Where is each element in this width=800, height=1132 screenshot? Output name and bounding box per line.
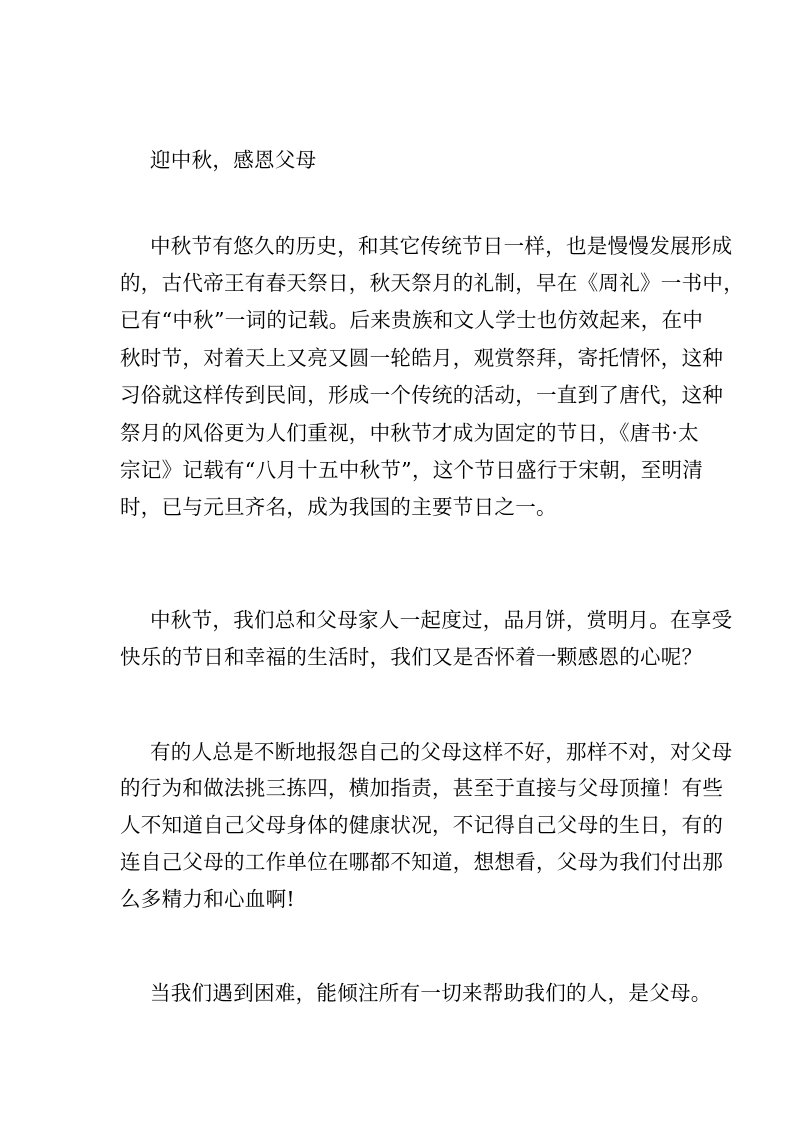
paragraph-1-line-3: 已有“中秋”一词的记载。后来贵族和文人学士也仿效起来，在中: [120, 308, 704, 332]
paragraph-1-line-4: 秋时节，对着天上又亮又圆一轮皓月，观赏祭拜，寄托情怀，这种: [120, 346, 724, 370]
document-title: 迎中秋，感恩父母: [150, 148, 317, 172]
paragraph-2-line-1: 中秋节，我们总和父母家人一起度过，品月饼，赏明月。在享受: [150, 608, 733, 632]
paragraph-2-line-2: 快乐的节日和幸福的生活时，我们又是否怀着一颗感恩的心呢？: [120, 645, 703, 669]
paragraph-1-line-8: 时，已与元旦齐名，成为我国的主要节日之一。: [120, 495, 557, 519]
paragraph-1-line-7: 宗记》记载有“八月十五中秋节”，这个节日盛行于宋朝，至明清: [120, 458, 704, 482]
paragraph-3-line-1: 有的人总是不断地报怨自己的父母这样不好，那样不对，对父母: [150, 740, 733, 764]
paragraph-3-line-3: 人不知道自己父母身体的健康状况，不记得自己父母的生日，有的: [120, 813, 724, 837]
paragraph-3-line-5: 么多精力和心血啊!: [120, 887, 295, 911]
paragraph-3-line-2: 的行为和做法挑三拣四，横加指责，甚至于直接与父母顶撞！有些: [120, 776, 724, 800]
paragraph-4-line-1: 当我们遇到困难，能倾注所有一切来帮助我们的人，是父母。: [150, 981, 712, 1005]
paragraph-3-line-4: 连自己父母的工作单位在哪都不知道，想想看，父母为我们付出那: [120, 850, 724, 874]
paragraph-1-line-1: 中秋节有悠久的历史，和其它传统节日一样，也是慢慢发展形成: [150, 234, 733, 258]
paragraph-1-line-2: 的，古代帝王有春天祭日，秋天祭月的礼制，早在《周礼》一书中，: [120, 271, 744, 295]
paragraph-1-line-6: 祭月的风俗更为人们重视，中秋节才成为固定的节日，《唐书·太: [120, 421, 699, 445]
paragraph-1-line-5: 习俗就这样传到民间，形成一个传统的活动，一直到了唐代，这种: [120, 383, 724, 407]
